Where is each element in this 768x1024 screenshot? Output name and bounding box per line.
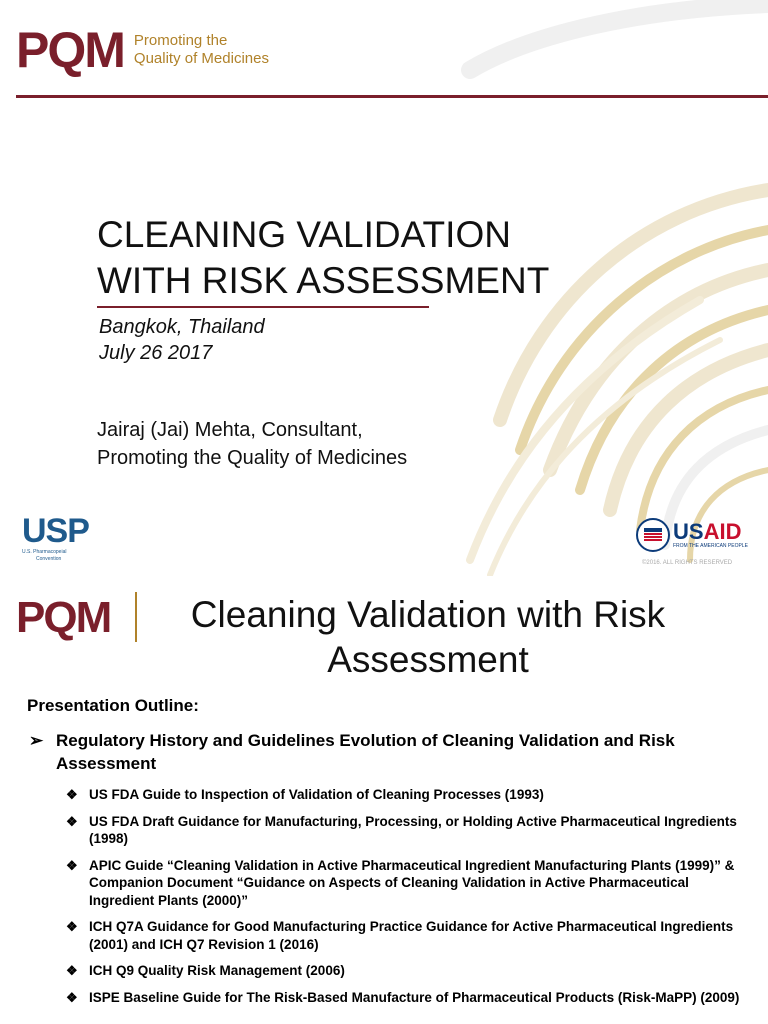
pqm-tagline-line1: Promoting the: [133, 32, 228, 49]
diamond-bullet-icon: ❖: [66, 857, 78, 873]
event-details: [99, 314, 265, 366]
rights-reserved-text: ©2016. ALL RIGHTS RESERVED: [642, 560, 733, 566]
pqm-logo: [16, 24, 269, 76]
diamond-bullet-icon: ❖: [66, 963, 78, 978]
pqm-logo-mark: PQM: [16, 22, 124, 78]
pqm-tagline-line2: Quality of Medicines: [133, 50, 269, 67]
title-underline: [97, 306, 429, 308]
usp-logo-caption-line2: Convention: [36, 556, 62, 562]
main-bullet: [29, 729, 749, 775]
diamond-bullet-icon: ❖: [66, 919, 78, 934]
list-item-text: ISPE Baseline Guide for The Risk-Based Manufacture of Pharmaceutical Products (Risk-MaPP) (2009): [89, 989, 740, 1005]
event-date: July 26 2017: [99, 342, 213, 364]
sub-bullet-list: [66, 786, 756, 1015]
usp-logo: [22, 514, 89, 562]
usaid-seal-icon: [636, 518, 670, 552]
pqm-tagline: [134, 32, 269, 68]
list-item: [66, 857, 756, 910]
list-item: [66, 918, 756, 953]
outline-heading: Presentation Outline:: [27, 696, 199, 715]
usaid-logo-word: USAID: [673, 519, 742, 544]
title-divider: [135, 592, 137, 642]
list-item: [66, 989, 756, 1007]
list-item-text: US FDA Draft Guidance for Manufacturing, Processing, or Holding Active Pharmaceutical Ingredients (1998): [89, 813, 737, 846]
pqm-logo-small-mark: PQM: [16, 593, 111, 642]
presenter-organization: Promoting the Quality of Medicines: [97, 447, 408, 469]
list-item-text: ICH Q9 Quality Risk Management (2006): [89, 963, 345, 978]
diamond-bullet-icon: ❖: [66, 813, 78, 829]
slide-title: [97, 212, 549, 304]
diamond-bullet-icon: ❖: [66, 989, 78, 1005]
header-divider: [16, 95, 768, 98]
diamond-bullet-icon: ❖: [66, 787, 78, 802]
list-item-text: ICH Q7A Guidance for Good Manufacturing Practice Guidance for Active Pharmaceutical Ingredients (2001) and ICH Q7 Revision 1 (2016): [89, 919, 734, 952]
main-bullet-text: Regulatory History and Guidelines Evolution of Cleaning Validation and Risk Assessment: [56, 731, 675, 773]
list-item-text: APIC Guide “Cleaning Validation in Active Pharmaceutical Ingredient Manufacturing Plants (1999)” & Companion Document “Guidance on Aspects of Cleaning Validation in Active Pharmaceutical Ingredient Plants (2000)”: [89, 857, 735, 908]
slide-title-line2: WITH RISK ASSESSMENT: [97, 260, 550, 301]
list-item: [66, 786, 756, 804]
slide-title-line1: CLEANING VALIDATION: [97, 214, 511, 255]
list-item: [66, 962, 756, 980]
list-item: [66, 813, 756, 848]
usp-logo-caption-line1: U.S. Pharmacopeial: [22, 549, 67, 555]
usp-logo-word: USP: [22, 512, 89, 550]
outline-slide-title: Cleaning Validation with Risk Assessment: [190, 594, 666, 680]
list-item-text: US FDA Guide to Inspection of Validation of Cleaning Processes (1993): [89, 787, 544, 802]
usaid-logo-caption: FROM THE AMERICAN PEOPLE: [673, 543, 748, 549]
presenter-info: [97, 416, 407, 472]
arrow-bullet-icon: ➢: [29, 731, 44, 750]
usaid-logo: [636, 518, 748, 552]
pqm-logo-small: [16, 593, 111, 642]
event-location: Bangkok, Thailand: [99, 316, 265, 338]
presenter-name: Jairaj (Jai) Mehta, Consultant,: [97, 419, 363, 441]
